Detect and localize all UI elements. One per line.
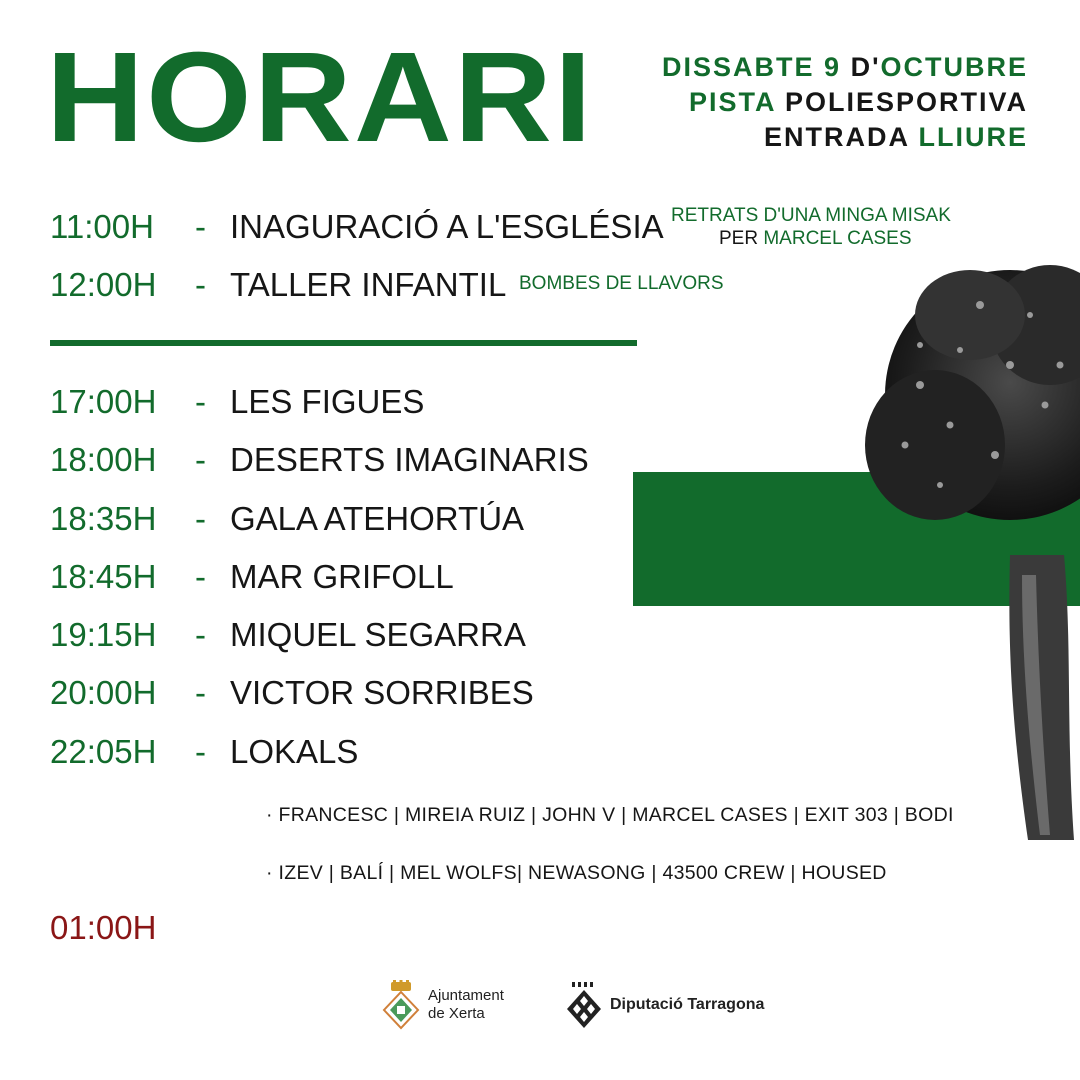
info-venue-a: PISTA [688,87,785,117]
row-activity: MIQUEL SEGARRA [230,616,526,653]
note-per: PER [719,228,764,249]
row-time: 19:15H [50,616,157,653]
row-activity: GALA ATEHORTÚA [230,500,525,537]
row-activity: LOKALS [230,733,359,770]
ajuntament-line2: de Xerta [428,1005,485,1022]
row-dash: - [195,616,206,653]
row-time: 17:00H [50,383,157,420]
info-entry-a: ENTRADA [764,122,919,152]
tree-image [860,255,1080,845]
ajuntament-name [428,987,504,1023]
diputacio-emblem-icon [566,982,602,1028]
diputacio-name: Diputació Tarragona [610,996,765,1013]
row-time: 18:00H [50,441,157,478]
row-dash: - [195,441,206,478]
diputacio-logo [566,982,764,1028]
info-entry-b: LLIURE [918,122,1028,152]
info-line-venue [662,85,1028,120]
row-activity: TALLER INFANTIL [230,266,507,303]
note-retrats-author-line [671,227,951,250]
xerta-crest-icon [382,980,420,1030]
row-activity: DESERTS IMAGINARIS [230,441,589,478]
end-time: 01:00H [50,909,157,946]
row-activity: LES FIGUES [230,383,425,420]
row-dash: - [195,733,206,770]
section-divider [50,340,637,346]
row-dash: - [195,208,206,245]
info-date: DISSABTE 9 [662,52,851,82]
note-bombes: BOMBES DE LLAVORS [519,273,724,294]
row-dash: - [195,674,206,711]
row-activity: INAGURACIÓ A L'ESGLÉSIA [230,208,664,245]
row-dash: - [195,558,206,595]
event-info [662,50,1028,155]
dj-list-1: · FRANCESC | MIREIA RUIZ | JOHN V | MARCEL CASES | EXIT 303 | BODI [266,804,954,826]
info-month: OCTUBRE [880,52,1028,82]
info-date-d: D' [850,52,881,82]
row-time: 18:35H [50,500,157,537]
row-dash: - [195,500,206,537]
row-time: 12:00H [50,266,157,303]
dj-list-2: · IZEV | BALÍ | MEL WOLFS| NEWASONG | 43500 CREW | HOUSED [266,862,887,884]
note-author: MARCEL CASES [763,228,912,249]
row-activity: MAR GRIFOLL [230,558,454,595]
ajuntament-logo [382,980,504,1030]
poster-title: HORARI [46,26,594,169]
note-retrats-title: RETRATS D'UNA MINGA MISAK [671,205,951,226]
row-activity: VICTOR SORRIBES [230,674,534,711]
row-time: 20:00H [50,674,157,711]
row-dash: - [195,383,206,420]
info-venue-b: POLIESPORTIVA [784,87,1028,117]
row-time: 22:05H [50,733,157,770]
row-time: 18:45H [50,558,157,595]
note-retrats [671,204,951,250]
row-dash: - [195,266,206,303]
info-line-entry [662,120,1028,155]
row-time: 11:00H [50,208,154,245]
info-line-date [662,50,1028,85]
ajuntament-line1: Ajuntament [428,987,504,1004]
